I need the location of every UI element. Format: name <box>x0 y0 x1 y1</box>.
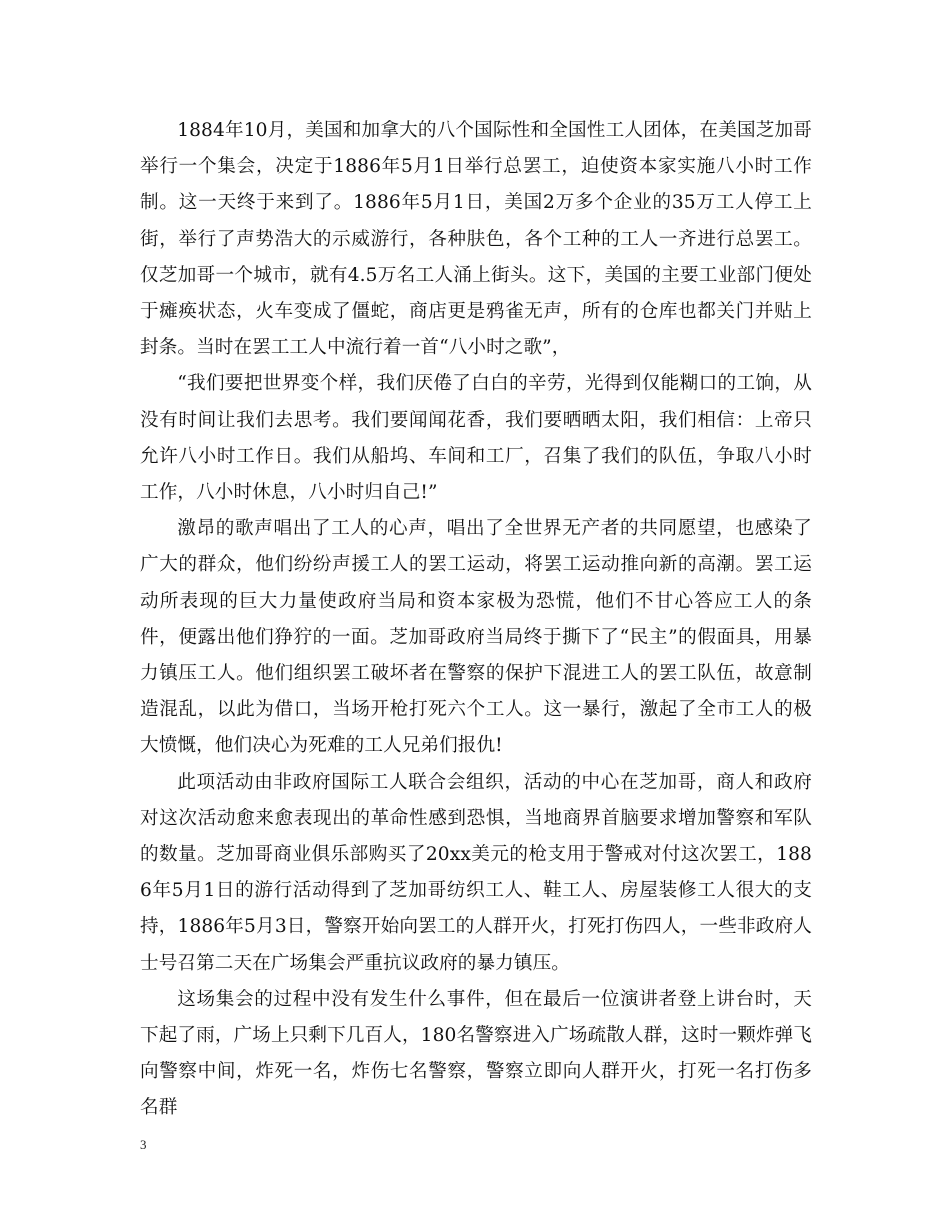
document-body <box>140 113 812 1127</box>
page-number: 3 <box>140 1137 147 1152</box>
paragraph-3: 激昂的歌声唱出了工人的心声，唱出了全世界无产者的共同愿望，也感染了广大的群众，他们纷纷声援工人的罢工运动，将罢工运动推向新的高潮。罢工运动所表现的巨大力量使政府当局和资本家极为恐慌，他们不甘心答应工人的条件，便露出他们狰狞的一面。芝加哥政府当局终于撕下了“民主”的假面具，用暴力镇压工人。他们组织罢工破坏者在警察的保护下混进工人的罢工队伍，故意制造混乱，以此为借口，当场开枪打死六个工人。这一暴行，激起了全市工人的极大愤慨，他们决心为死难的工人兄弟们报仇! <box>140 518 812 757</box>
paragraph-1: 1884年10月，美国和加拿大的八个国际性和全国性工人团体，在美国芝加哥举行一个集会，决定于1886年5月1日举行总罢工，迫使资本家实施八小时工作制。这一天终于来到了。1886年5月1日，美国2万多个企业的35万工人停工上街，举行了声势浩大的示威游行，各种肤色，各个工种的工人一齐进行总罢工。仅芝加哥一个城市，就有4.5万名工人涌上街头。这下，美国的主要工业部门便处于瘫痪状态，火车变成了僵蛇，商店更是鸦雀无声，所有的仓库也都关门并贴上封条。当时在罢工工人中流行着一首“八小时之歌”， <box>140 120 812 359</box>
paragraph-2: “我们要把世界变个样，我们厌倦了白白的辛劳，光得到仅能糊口的工饷，从没有时间让我们去思考。我们要闻闻花香，我们要晒晒太阳，我们相信：上帝只允许八小时工作日。我们从船坞、车间和工厂，召集了我们的队伍，争取八小时工作，八小时休息，八小时归自己!” <box>140 373 812 504</box>
paragraph-4: 此项活动由非政府国际工人联合会组织，活动的中心在芝加哥，商人和政府对这次活动愈来愈表现出的革命性感到恐惧，当地商界首脑要求增加警察和军队的数量。芝加哥商业俱乐部购买了20xx美元的枪支用于警戒对付这次罢工，1886年5月1日的游行活动得到了芝加哥纺织工人、鞋工人、房屋装修工人很大的支持，1886年5月3日，警察开始向罢工的人群开火，打死打伤四人，一些非政府人士号召第二天在广场集会严重抗议政府的暴力镇压。 <box>140 771 812 974</box>
paragraph-5: 这场集会的过程中没有发生什么事件，但在最后一位演讲者登上讲台时，天下起了雨，广场上只剩下几百人，180名警察进入广场疏散人群，这时一颗炸弹飞向警察中间，炸死一名，炸伤七名警察，警察立即向人群开火，打死一名打伤多名群 <box>140 988 812 1119</box>
